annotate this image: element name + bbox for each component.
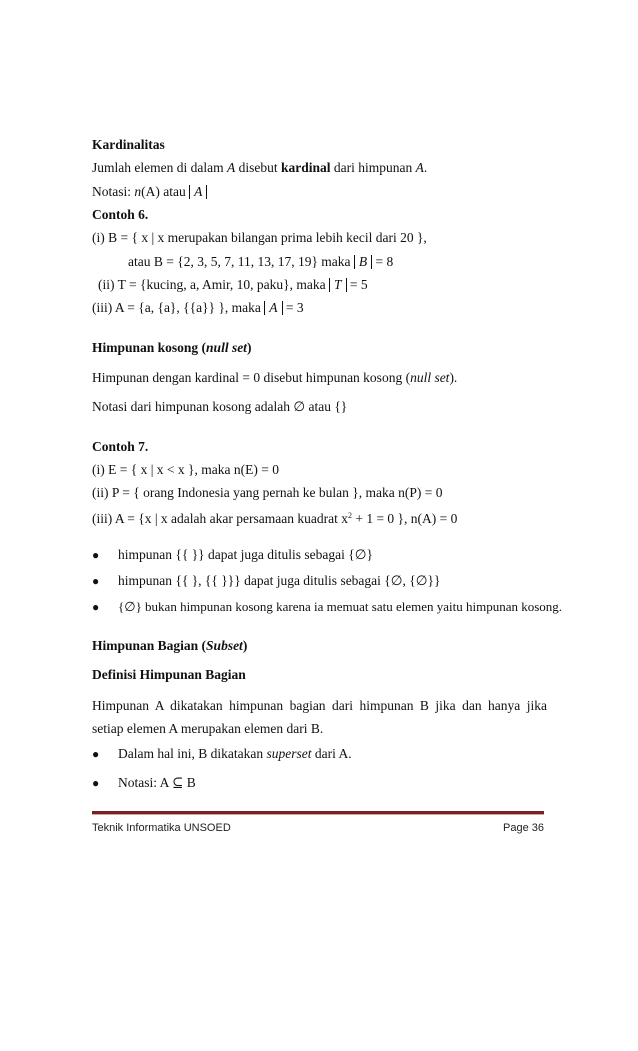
page-number: Page 36 — [503, 822, 544, 834]
example-6-i-cont: atau B = {2, 3, 5, 7, 11, 13, 17, 19} maka B = 8 — [128, 254, 394, 269]
example-7-iii: (iii) A = {x | x adalah akar persamaan kuadrat $x^2 + 1 = 0$ }, n(A) = 0 — [92, 511, 458, 526]
example-7-ii: (ii) P = { orang Indonesia yang pernah ke bulan }, maka n(P) = 0 — [92, 485, 443, 500]
footer-left: Teknik Informatika UNSOED — [92, 822, 231, 834]
bullet-icon: ● — [92, 776, 100, 790]
section-heading-null-set: Himpunan kosong (null set) — [92, 340, 252, 355]
example-7-i: (i) E = { x | x < x }, maka n(E) = 0 — [92, 462, 279, 477]
example-6-ii: (ii) T = {kucing, a, Amir, 10, paku}, maka T = 5 — [98, 277, 368, 292]
section-heading-subset: Himpunan Bagian (Subset) — [92, 638, 248, 653]
null-set-notation: Notasi dari himpunan kosong adalah ∅ atau {} — [92, 399, 348, 414]
subset-definition-paragraph: Himpunan A dikatakan himpunan bagian dari himpunan B jika dan hanya jika setiap elemen A merupakan elemen dari B. — [92, 698, 547, 736]
null-set-definition: Himpunan dengan kardinal = 0 disebut himpunan kosong (null set). — [92, 370, 458, 385]
kardinal-notation: Notasi: n(A) atau A — [92, 183, 207, 201]
bullet-icon: ● — [92, 548, 100, 562]
footer-divider — [92, 811, 544, 815]
bullet-icon: ● — [92, 747, 100, 761]
bullet-icon: ● — [92, 600, 100, 614]
example-6-iii: (iii) A = {a, {a}, {{a}} }, maka A = 3 — [92, 300, 304, 315]
bullet-icon: ● — [92, 574, 100, 588]
example-6-i: (i) B = { x | x merupakan bilangan prima lebih kecil dari 20 }, — [92, 230, 427, 245]
subset-definition-heading: Definisi Himpunan Bagian — [92, 667, 246, 682]
section-heading-kardinalitas: Kardinalitas — [92, 137, 165, 152]
example-6-heading: Contoh 6. — [92, 207, 149, 222]
example-7-heading: Contoh 7. — [92, 439, 149, 454]
kardinal-definition: Jumlah elemen di dalam A disebut kardinal dari himpunan A. — [92, 160, 428, 175]
